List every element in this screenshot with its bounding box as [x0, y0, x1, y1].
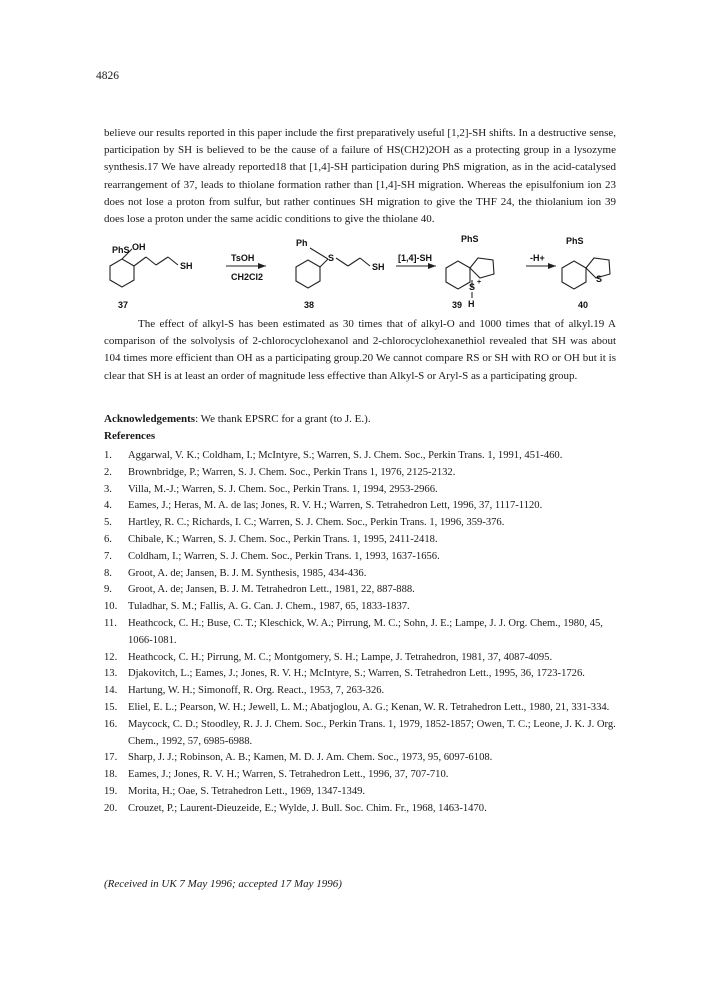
reference-number: 20. [104, 802, 118, 814]
reference-number: 3. [104, 483, 112, 495]
c37-oh: OH [132, 242, 146, 252]
reference-number: 2. [104, 466, 112, 478]
c38-ph: Ph [296, 238, 308, 248]
reference-item [104, 448, 616, 465]
reference-number: 7. [104, 550, 112, 562]
received-note: (Received in UK 7 May 1996; accepted 17 May 1996) [104, 878, 342, 890]
label-39: 39 [452, 300, 463, 310]
reference-text: Hartley, R. C.; Richards, I. C.; Warren, S. J. Chem. Soc., Perkin Trans. 1, 1996, 359-376. [128, 517, 505, 529]
c39-s: S [469, 282, 476, 292]
reference-text: Aggarwal, V. K.; Coldham, I.; McIntyre, S.; Warren, S. J. Chem. Soc., Perkin Trans. 1, 1991, 451-460. [128, 450, 563, 461]
reference-number: 4. [104, 500, 112, 512]
ack-label: Acknowledgements [104, 413, 196, 425]
references-list [104, 448, 616, 818]
c40-s: S [596, 274, 603, 284]
c38-sh: SH [372, 262, 385, 272]
reference-item [104, 616, 616, 650]
c40-phs: PhS [566, 236, 584, 246]
reference-number: 1. [104, 450, 112, 461]
reference-item [104, 700, 616, 717]
reference-number: 19. [104, 785, 118, 797]
reference-item [104, 784, 616, 801]
reference-text: Eames, J.; Heras, M. A. de las; Jones, R. V. H.; Warren, S. Tetrahedron Lett, 1996, 37, 1117-1120. [128, 500, 543, 512]
reference-item [104, 549, 616, 566]
reference-item [104, 582, 616, 599]
reference-item [104, 498, 616, 515]
reference-item [104, 532, 616, 549]
reference-text: Eames, J.; Jones, R. V. H.; Warren, S. Tetrahedron Lett., 1996, 37, 707-710. [128, 769, 449, 781]
reference-number: 6. [104, 533, 112, 545]
reference-item [104, 683, 616, 700]
reference-text: Sharp, J. J.; Robinson, A. B.; Kamen, M. D. J. Am. Chem. Soc., 1973, 95, 6097-6108. [128, 752, 493, 764]
reference-item [104, 599, 616, 616]
reference-item [104, 465, 616, 482]
reference-item [104, 717, 616, 751]
label-40: 40 [578, 300, 589, 310]
arrow3-top: -H+ [530, 253, 545, 263]
reference-number: 8. [104, 567, 112, 579]
reference-number: 14. [104, 685, 118, 697]
reference-text: Groot, A. de; Jansen, B. J. M. Tetrahedron Lett., 1981, 22, 887-888. [128, 584, 415, 596]
reference-number: 5. [104, 517, 112, 529]
reference-text: Villa, M.-J.; Warren, S. J. Chem. Soc., Perkin Trans. 1, 1994, 2953-2966. [128, 483, 438, 495]
reference-number: 18. [104, 769, 118, 781]
reference-text: Crouzet, P.; Laurent-Dieuzeide, E.; Wylde, J. Bull. Soc. Chim. Fr., 1968, 1463-1470. [128, 802, 487, 814]
reference-text: Chibale, K.; Warren, S. J. Chem. Soc., Perkin Trans. 1, 1995, 2411-2418. [128, 533, 438, 545]
reaction-scheme [96, 228, 636, 310]
c39-phs: PhS [461, 234, 479, 244]
ack-text: : We thank EPSRC for a grant (to J. E.). [195, 413, 371, 425]
reference-text: Coldham, I.; Warren, S. J. Chem. Soc., Perkin Trans. 1, 1993, 1637-1656. [128, 550, 440, 562]
reference-text: Tuladhar, S. M.; Fallis, A. G. Can. J. Chem., 1987, 65, 1833-1837. [128, 601, 410, 613]
label-38: 38 [304, 300, 315, 310]
arrow1-top: TsOH [231, 253, 255, 263]
reference-text: Morita, H.; Oae, S. Tetrahedron Lett., 1969, 1347-1349. [128, 785, 366, 797]
c38-s: S [328, 253, 335, 263]
reference-number: 11. [104, 617, 117, 629]
reference-number: 17. [104, 752, 118, 764]
reference-item [104, 566, 616, 583]
arrow1-bottom: CH2Cl2 [231, 272, 264, 282]
reference-item [104, 515, 616, 532]
reference-text: Djakovitch, L.; Eames, J.; Jones, R. V. H.; McIntyre, S.; Warren, S. Tetrahedron Lett., 1995, 36, 1723-1726. [128, 668, 585, 680]
reference-text: Heathcock, C. H.; Pirrung, M. C.; Montgomery, S. H.; Lampe, J. Tetrahedron, 1981, 37, 4087-4095. [128, 651, 553, 663]
label-37: 37 [118, 300, 129, 310]
c39-plus: + [477, 279, 482, 286]
reference-number: 15. [104, 701, 118, 713]
reference-text: Groot, A. de; Jansen, B. J. M. Synthesis, 1985, 434-436. [128, 567, 367, 579]
c37-phs: PhS [112, 245, 130, 255]
reference-item [104, 801, 616, 818]
reference-text: Hartung, W. H.; Simonoff, R. Org. React., 1953, 7, 263-326. [128, 685, 385, 697]
reference-number: 10. [104, 601, 118, 613]
reference-text: Maycock, C. D.; Stoodley, R. J. J. Chem. Soc., Perkin Trans. 1, 1979, 1852-1857; Owen, T. C.; Leone, J. K. J. Org. Chem., 1992, 57, 6985-6988. [128, 718, 616, 747]
reference-text: Brownbridge, P.; Warren, S. J. Chem. Soc., Perkin Trans 1, 1976, 2125-2132. [128, 466, 456, 478]
reference-item [104, 482, 616, 499]
reference-item [104, 666, 616, 683]
reference-number: 16. [104, 718, 118, 730]
page-number: 4826 [96, 70, 119, 82]
c37-sh: SH [180, 261, 193, 271]
reference-item [104, 650, 616, 667]
reference-text: Heathcock, C. H.; Buse, C. T.; Kleschick, W. A.; Pirrung, M. C.; Sohn, J. E.; Lampe, J. J. Org. Chem., 1980, 45, 1066-1081. [128, 617, 603, 646]
reference-item [104, 767, 616, 784]
c39-h: H [468, 299, 475, 309]
reference-item [104, 750, 616, 767]
paragraph-1: believe our results reported in this paper include the first preparatively useful [1,2]-SH shifts. In a destructive sense, participation by SH is believed to be the cause of a failure of HS(CH2)2OH as a protecting group in a lysozyme synthesis.17 We have already reported18 that [1,4]-SH participation during PhS migration, as in the acid-catalysed rearrangement of 37, leads to thiolane formation rather than [1,4]-SH migration. Whereas the episulfonium ion 23 does not lose a proton from sulfur, but rather continues SH migration to give the THF 24, the thiolanium ion 39 does lose a proton under the same acidic conditions to give the thiolane 40. [104, 127, 616, 226]
reference-number: 13. [104, 668, 118, 680]
paragraph-2: The effect of alkyl-S has been estimated as 30 times that of alkyl-O and 1000 times that of alkyl.19 A comparison of the solvolysis of 2-chlorocyclohexanol and 2-chlorocyclohexanethiol revealed that SH was about 104 times more efficient than OH as a participating group.20 We cannot compare RS or SH with RO or OH but it is clear that SH is at least an order of magnitude less effective than Alkyl-S or Aryl-S as a participating group. [104, 318, 616, 382]
acknowledgements [104, 413, 371, 425]
reference-text: Eliel, E. L.; Pearson, W. H.; Jewell, L. M.; Abatjoglou, A. G.; Kenan, W. R. Tetrahedron Lett., 1980, 21, 331-334. [128, 701, 610, 713]
reference-number: 12. [104, 651, 118, 663]
reference-number: 9. [104, 584, 112, 596]
arrow2-top: [1,4]-SH [398, 253, 433, 263]
references-heading: References [104, 430, 156, 442]
